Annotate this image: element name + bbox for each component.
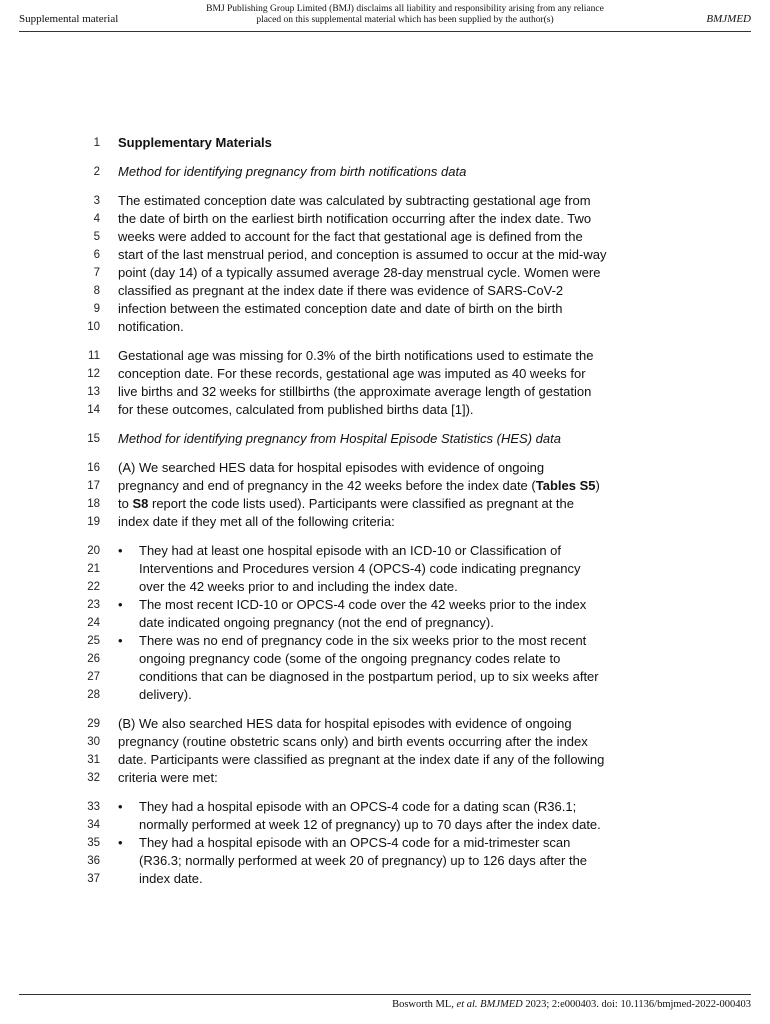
- header-disclaimer: [170, 4, 640, 26]
- line-numbers: 20 21 22 23 24 25 26 27 28: [87, 545, 100, 701]
- text-line: (R36.3; normally performed at week 20 of pregnancy) up to 126 days after the: [139, 853, 588, 868]
- text-line: There was no end of pregnancy code in the six weeks prior to the most recent: [139, 633, 587, 648]
- section-heading-hes: Method for identifying pregnancy from Hospital Episode Statistics (HES) data: [118, 431, 561, 446]
- text-run: pregnancy and end of pregnancy in the 42 weeks before the index date (: [118, 478, 536, 493]
- paragraph-1-text: [118, 192, 646, 336]
- text-line: Interventions and Procedures version 4 (OPCS-4) code indicating pregnancy: [139, 561, 581, 576]
- paragraph-2-text: [118, 347, 646, 419]
- text-line: criteria were met:: [118, 770, 218, 785]
- line-numbers: 3 4 5 6 7 8 9 10: [87, 195, 100, 333]
- text-line: The estimated conception date was calculated by subtracting gestational age from: [118, 193, 591, 208]
- bullet-icon: •: [118, 597, 123, 612]
- text-line: Gestational age was missing for 0.3% of the birth notifications used to estimate the: [118, 348, 594, 363]
- line-numbers: 15: [87, 433, 100, 445]
- text-line: index date if they met all of the following criteria:: [118, 514, 395, 529]
- list-item: [118, 542, 646, 596]
- text-line: delivery).: [139, 687, 192, 702]
- text-run: to: [118, 496, 133, 511]
- table-reference-s5: Tables S5: [535, 478, 596, 493]
- text-line: infection between the estimated conception date and date of birth on the birth: [118, 301, 563, 316]
- document-body: [0, 134, 770, 899]
- criteria-list-b: [118, 798, 646, 888]
- text-line: They had a hospital episode with an OPCS-4 code for a mid-trimester scan: [139, 835, 571, 850]
- paragraph-2: [0, 347, 770, 419]
- criteria-list-a: [118, 542, 646, 704]
- list-item: [118, 632, 646, 704]
- text-line: over the 42 weeks prior to and including the index date.: [139, 579, 458, 594]
- list-item: [118, 596, 646, 632]
- text-line: normally performed at week 12 of pregnancy) up to 70 days after the index date.: [139, 817, 601, 832]
- text-line: weeks were added to account for the fact that gestational age is defined from the: [118, 229, 583, 244]
- footer-divider: [19, 994, 751, 995]
- list-item: [118, 834, 646, 888]
- text-line: for these outcomes, calculated from published births data [1]).: [118, 402, 474, 417]
- line-numbers: 33 34 35 36 37: [87, 801, 100, 885]
- header-left-label: Supplemental material: [19, 13, 119, 25]
- title-block: [0, 134, 770, 152]
- bullet-list-1: [0, 542, 770, 704]
- text-run: report the code lists used). Participants were classified as pregnant at the: [148, 496, 574, 511]
- text-line: They had a hospital episode with an OPCS-4 code for a dating scan (R36.1;: [139, 799, 577, 814]
- footer-citation: [392, 999, 751, 1010]
- text-line: (B) We also searched HES data for hospital episodes with evidence of ongoing: [118, 716, 572, 731]
- text-line: index date.: [139, 871, 203, 886]
- bullet-icon: •: [118, 835, 123, 850]
- header-divider: [19, 31, 751, 32]
- section-heading-birth-notifications: Method for identifying pregnancy from birth notifications data: [118, 164, 467, 179]
- paragraph-4-text: [118, 715, 646, 787]
- subhead-block-2: [0, 430, 770, 448]
- text-line: classified as pregnant at the index date if there was evidence of SARS-CoV-2: [118, 283, 564, 298]
- footer-doi: 2023; 2:e000403. doi: 10.1136/bmjmed-2022-000403: [522, 999, 751, 1010]
- text-line: date. Participants were classified as pregnant at the index date if any of the following: [118, 752, 605, 767]
- text-line: (A) We searched HES data for hospital episodes with evidence of ongoing: [118, 460, 545, 475]
- header-journal-name: BMJMED: [706, 13, 751, 25]
- header-disclaimer-line-1: BMJ Publishing Group Limited (BMJ) disclaims all liability and responsibility arising from any reliance: [206, 4, 604, 14]
- text-line: point (day 14) of a typically assumed average 28-day menstrual cycle. Women were: [118, 265, 601, 280]
- subhead-block-1: [0, 163, 770, 181]
- bullet-icon: •: [118, 799, 123, 814]
- text-line: live births and 32 weeks for stillbirths (the approximate average length of gestation: [118, 384, 592, 399]
- line-numbers: 16 17 18 19: [87, 462, 100, 528]
- footer-authors: Bosworth ML,: [392, 999, 457, 1010]
- text-line: conception date. For these records, gestational age was imputed as 40 weeks for: [118, 366, 586, 381]
- text-line: notification.: [118, 319, 184, 334]
- paragraph-3-text: [118, 459, 646, 531]
- document-title: Supplementary Materials: [118, 135, 272, 150]
- line-numbers: 1: [93, 137, 100, 149]
- bullet-icon: •: [118, 543, 123, 558]
- paragraph-3: [0, 459, 770, 531]
- table-reference-s8: S8: [132, 496, 149, 511]
- text-line: date indicated ongoing pregnancy (not the end of pregnancy).: [139, 615, 494, 630]
- bullet-icon: •: [118, 633, 123, 648]
- line-numbers: 2: [93, 166, 100, 178]
- text-line: They had at least one hospital episode with an ICD-10 or Classification of: [139, 543, 562, 558]
- text-line: start of the last menstrual period, and conception is assumed to occur at the mid-way: [118, 247, 607, 262]
- line-numbers: 11 12 13 14: [87, 350, 100, 416]
- text-line: ongoing pregnancy code (some of the ongoing pregnancy codes relate to: [139, 651, 561, 666]
- list-item: [118, 798, 646, 834]
- text-line: pregnancy and end of pregnancy in the 42 weeks before the index date (Tables S5): [118, 478, 600, 493]
- text-line: conditions that can be diagnosed in the postpartum period, up to six weeks after: [139, 669, 599, 684]
- paragraph-1: [0, 192, 770, 336]
- footer-etal-journal: et al. BMJMED: [456, 999, 523, 1010]
- line-numbers: 29 30 31 32: [87, 718, 100, 784]
- text-line: The most recent ICD-10 or OPCS-4 code over the 42 weeks prior to the index: [139, 597, 587, 612]
- header-disclaimer-line-2: placed on this supplemental material which has been supplied by the author(s): [256, 15, 554, 25]
- paragraph-4: [0, 715, 770, 787]
- text-line: [118, 495, 646, 513]
- text-line: the date of birth on the earliest birth notification occurring after the index date. Two: [118, 211, 592, 226]
- text-line: pregnancy (routine obstetric scans only) and birth events occurring after the index: [118, 734, 588, 749]
- bullet-list-2: [0, 798, 770, 888]
